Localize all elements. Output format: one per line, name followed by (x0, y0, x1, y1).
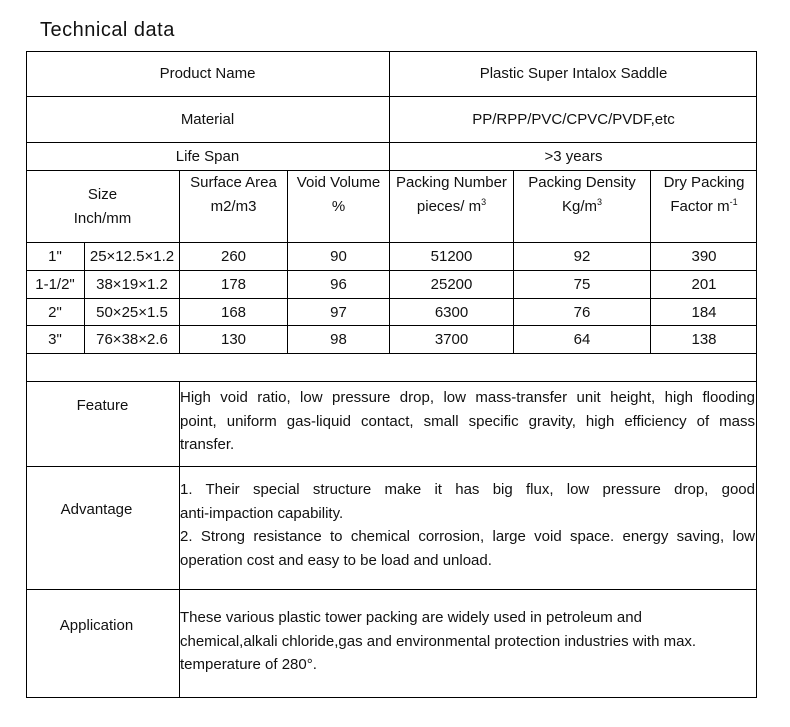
header-dry-packing-line2: Factor $m^{-1}$ (670, 197, 738, 215)
cell-dry-packing: 390 (691, 248, 717, 265)
cell-packing-density: 76 (573, 304, 591, 321)
product-name-value: Plastic Super Intalox Saddle (479, 65, 668, 82)
cell-packing-density: 92 (573, 248, 591, 265)
cell-inch: 3" (48, 331, 62, 348)
advantage-label: Advantage (60, 500, 133, 518)
cell-packing-density: 64 (573, 331, 591, 348)
material-label: Material (180, 111, 235, 128)
cell-void-volume: 98 (330, 331, 347, 348)
header-surface-area (180, 171, 287, 219)
page-title: Technical data (40, 19, 175, 41)
application-line: temperature of 280°. (180, 656, 317, 673)
cell-mm: 25×12.5×1.2 (89, 248, 175, 265)
header-size-line2: Inch/mm (73, 209, 132, 227)
header-surface-area-line1: Surface Area (190, 174, 277, 191)
advantage-line: 1. Their special structure make it has big flux, low pressure drop, good (180, 481, 755, 498)
header-size (26, 171, 179, 242)
header-dry-packing (651, 171, 757, 219)
feature-line: transfer. (180, 436, 235, 453)
application-line: chemical,alkali chloride,gas and environmental protection industries with max. (180, 632, 697, 650)
cell-mm: 38×19×1.2 (96, 276, 168, 293)
feature-line: High void ratio, low pressure drop, low mass-transfer unit height, high flooding (180, 389, 755, 406)
application-line: These various plastic tower packing are widely used in petroleum and (180, 609, 642, 626)
cell-void-volume: 97 (330, 304, 347, 321)
header-dry-packing-line1: Dry Packing (663, 174, 745, 191)
header-size-line1: Size (87, 185, 118, 203)
header-surface-area-line2: m2/m3 (210, 198, 257, 215)
advantage-line: 2. Strong resistance to chemical corrosion, large void space. energy saving, low (180, 528, 755, 545)
application-label: Application (59, 616, 134, 634)
cell-surface-area: 178 (220, 276, 247, 293)
header-packing-density-line2: $Kg/m^3$ (561, 197, 603, 215)
cell-dry-packing: 138 (691, 331, 717, 348)
cell-void-volume: 90 (330, 248, 347, 265)
feature-text (180, 386, 755, 457)
life-span-value: >3 years (544, 148, 603, 165)
cell-void-volume: 96 (330, 276, 347, 293)
product-name-label: Product Name (159, 65, 256, 82)
advantage-line: operation cost and easy to be load and unload. (180, 551, 492, 569)
cell-packing-number: 25200 (430, 276, 473, 293)
header-packing-density (514, 171, 650, 219)
advantage-text (180, 478, 755, 572)
cell-inch: 1" (48, 248, 62, 265)
cell-packing-number: 6300 (434, 304, 469, 321)
header-void-volume-line2: % (331, 198, 346, 215)
cell-packing-number: 51200 (430, 248, 473, 265)
cell-surface-area: 260 (220, 248, 247, 265)
feature-line: point, uniform gas-liquid contact, small specific gravity, high efficiency of mass (180, 412, 755, 430)
header-void-volume (288, 171, 389, 219)
cell-mm: 76×38×2.6 (96, 331, 168, 348)
cell-dry-packing: 184 (691, 304, 717, 321)
header-packing-number (390, 171, 513, 219)
header-packing-density-line1: Packing Density (528, 174, 636, 191)
application-text (180, 606, 755, 677)
header-packing-number-line1: Packing Number (396, 174, 507, 191)
cell-dry-packing: 201 (691, 276, 717, 293)
life-span-label: Life Span (175, 148, 240, 165)
cell-surface-area: 168 (220, 304, 247, 321)
cell-inch: 2" (48, 304, 62, 321)
cell-surface-area: 130 (220, 331, 247, 348)
cell-packing-number: 3700 (434, 331, 469, 348)
cell-packing-density: 75 (573, 276, 591, 293)
header-packing-number-line2: pieces/ $m^3$ (416, 197, 487, 215)
advantage-line: anti-impaction capability. (180, 504, 344, 522)
material-value: PP/RPP/PVC/CPVC/PVDF,etc (472, 111, 675, 128)
header-void-volume-line1: Void Volume (296, 174, 381, 191)
cell-mm: 50×25×1.5 (96, 304, 168, 321)
feature-label: Feature (76, 396, 129, 414)
cell-inch: 1-1/2" (35, 276, 75, 293)
